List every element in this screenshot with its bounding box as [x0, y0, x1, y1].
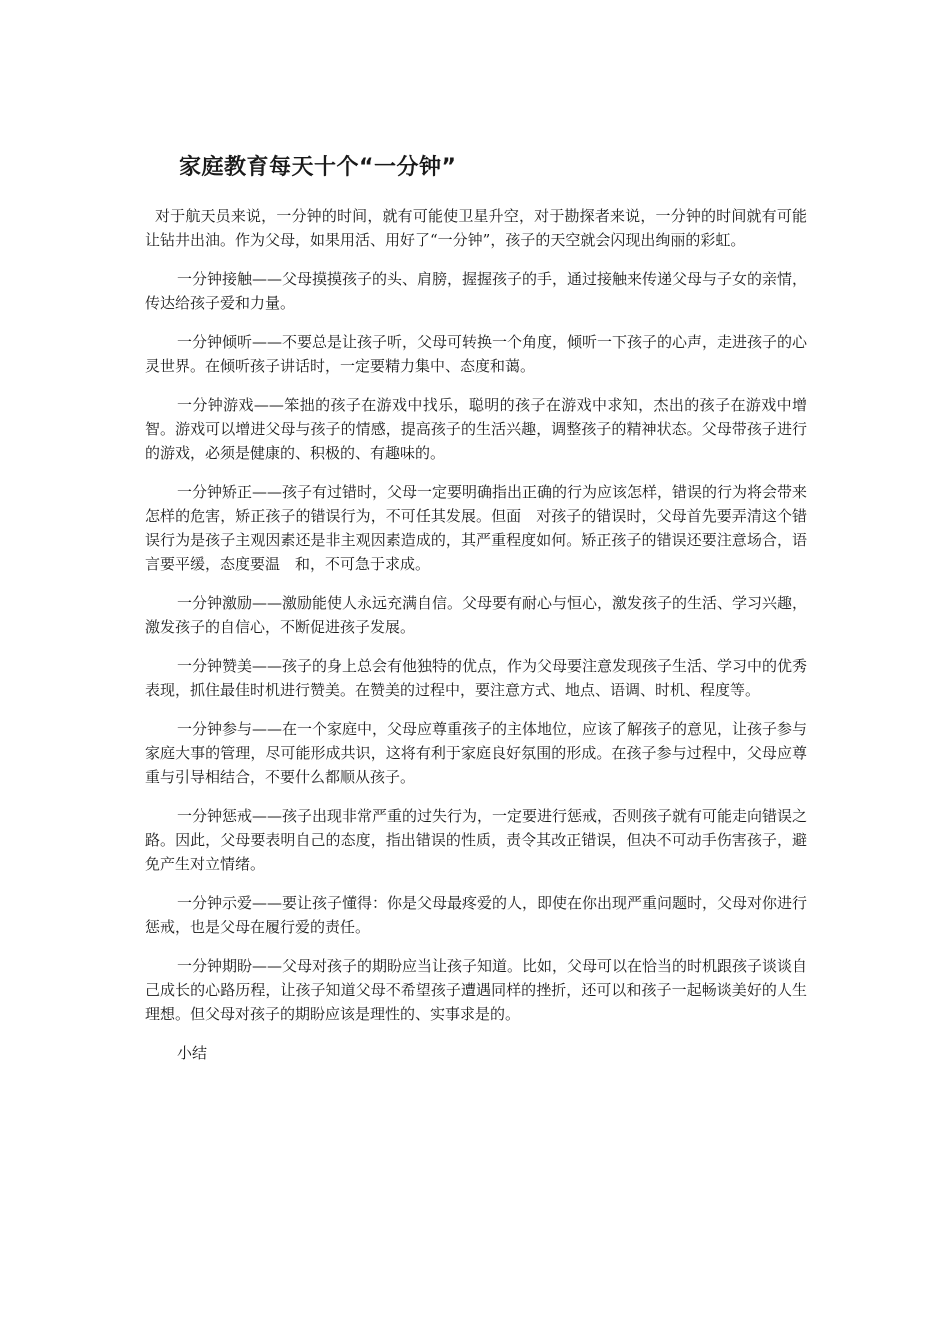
- document-page: [145, 152, 807, 1080]
- paragraph-discipline: 一分钟惩戒——孩子出现非常严重的过失行为，一定要进行惩戒，否则孩子就有可能走向错误之路。因此，父母要表明自己的态度，指出错误的性质，责令其改正错误，但决不可动手伤害孩子，避免产生对立情绪。: [145, 807, 808, 873]
- document-title: 家庭教育每天十个“一分钟”: [179, 155, 457, 180]
- summary-heading: 小结: [177, 1044, 208, 1062]
- paragraph-show-love: 一分钟示爱——要让孩子懂得：你是父母最疼爱的人，即使在你出现严重问题时，父母对你进行惩戒，也是父母在履行爱的责任。: [145, 894, 808, 936]
- paragraph-participate: 一分钟参与——在一个家庭中，父母应尊重孩子的主体地位，应该了解孩子的意见，让孩子参与家庭大事的管理，尽可能形成共识，这将有利于家庭良好氛围的形成。在孩子参与过程中，父母应尊重与引导相结合，不要什么都顺从孩子。: [145, 720, 808, 786]
- paragraph-expectation: 一分钟期盼——父母对孩子的期盼应当让孩子知道。比如，父母可以在恰当的时机跟孩子谈谈自己成长的心路历程，让孩子知道父母不希望孩子遭遇同样的挫折，还可以和孩子一起畅谈美好的人生理想。但父母对孩子的期盼应该是理性的、实事求是的。: [145, 957, 808, 1023]
- paragraph-praise: 一分钟赞美——孩子的身上总会有他独特的优点，作为父母要注意发现孩子生活、学习中的优秀表现，抓住最佳时机进行赞美。在赞美的过程中，要注意方式、地点、语调、时机、程度等。: [145, 657, 808, 699]
- paragraph-game: 一分钟游戏——笨拙的孩子在游戏中找乐，聪明的孩子在游戏中求知，杰出的孩子在游戏中增智。游戏可以增进父母与孩子的情感，提高孩子的生活兴趣，调整孩子的精神状态。父母带孩子进行的游戏，必须是健康的、积极的、有趣味的。: [145, 396, 807, 462]
- paragraph-touch: 一分钟接触——父母摸摸孩子的头、肩膀，握握孩子的手，通过接触来传递父母与子女的亲情，传达给孩子爱和力量。: [145, 270, 808, 312]
- paragraph-listen: 一分钟倾听——不要总是让孩子听，父母可转换一个角度，倾听一下孩子的心声，走进孩子的心灵世界。在倾听孩子讲话时，一定要精力集中、态度和蔼。: [145, 333, 808, 375]
- intro-paragraph: 对于航天员来说，一分钟的时间，就有可能使卫星升空，对于勘探者来说，一分钟的时间就有可能让钻井出油。作为父母，如果用活、用好了“一分钟”，孩子的天空就会闪现出绚丽的彩虹。: [145, 207, 807, 249]
- paragraph-encourage: 一分钟激励——激励能使人永远充满自信。父母要有耐心与恒心，激发孩子的生活、学习兴趣，激发孩子的自信心，不断促进孩子发展。: [145, 594, 808, 636]
- paragraph-correct: 一分钟矫正——孩子有过错时，父母一定要明确指出正确的行为应该怎样，错误的行为将会带来怎样的危害，矫正孩子的错误行为，不可任其发展。但面 对孩子的错误时，父母首先要弄清这个错误行为是孩子主观因素还是非主观因素造成的，其严重程度如何。矫正孩子的错误还要注意场合，语言要平缓，态度要温 和，不可急于求成。: [145, 483, 808, 573]
